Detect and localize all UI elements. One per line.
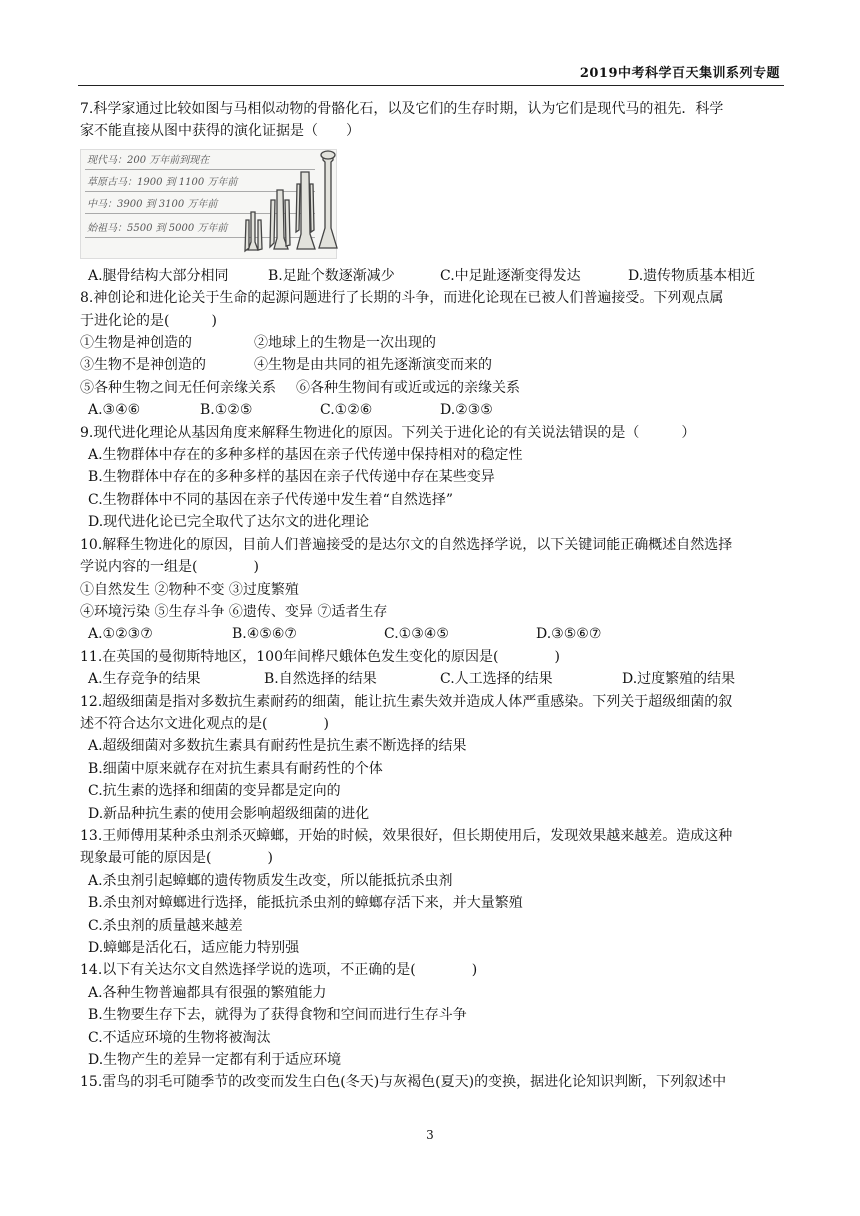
q9-option-b: B.生物群体中存在的多种多样的基因在亲子代传递中存在某些变异 — [88, 469, 495, 486]
q13-stem-line-1: 13.王师傅用某种杀虫剂杀灭蟑螂，开始的时候，效果很好，但长期使用后，发现效果越来越差。造成这种 — [80, 827, 733, 844]
q8-statement-1: ①生物是神创造的 — [80, 335, 192, 352]
q7-option-d: D.遗传物质基本相近 — [628, 267, 756, 284]
q7-options — [80, 265, 786, 287]
q8-options — [80, 399, 786, 421]
q11-option-d: D.过度繁殖的结果 — [622, 671, 736, 688]
q12-stem-line-2: 述不符合达尔文进化观点的是( ) — [80, 715, 329, 732]
q8-statement-6: ⑥各种生物间有或近或远的亲缘关系 — [296, 379, 520, 396]
q14-option-d: D.生物产生的差异一定都有利于适应环境 — [88, 1052, 342, 1069]
q10-keywords-line-2: ④环境污染 ⑤生存斗争 ⑥遗传、变异 ⑦适者生存 — [80, 603, 388, 620]
q8-statement-row-2 — [80, 354, 786, 376]
q13-option-a: A.杀虫剂引起蟑螂的遗传物质发生改变，所以能抵抗杀虫剂 — [88, 872, 453, 889]
q10-stem-line-2: 学说内容的一组是( ) — [80, 559, 259, 576]
q8-statement-5: ⑤各种生物之间无任何亲缘关系 — [80, 379, 276, 396]
q13-option-c: C.杀虫剂的质量越来越差 — [88, 917, 243, 934]
q10-option-c: C.①③④⑤ — [384, 626, 449, 643]
q11-stem: 11.在英国的曼彻斯特地区，100年间桦尺蛾体色发生变化的原因是( ) — [80, 648, 560, 665]
q12-stem-line-1: 12.超级细菌是指对多数抗生素耐药的细菌，能让抗生素失效并造成人体严重感染。下列关于超级细菌的叙 — [80, 693, 733, 710]
q10-option-b: B.④⑤⑥⑦ — [232, 626, 297, 643]
q7-stem-line-1: 7.科学家通过比较如图与马相似动物的骨骼化石，以及它们的生存时期，认为它们是现代马的祖先．科学 — [80, 101, 724, 117]
header-rule — [78, 85, 784, 86]
q15-stem: 15.雷鸟的羽毛可随季节的改变而发生白色(冬天)与灰褐色(夏天)的变换，据进化论知识判断，下列叙述中 — [80, 1074, 727, 1091]
q13-option-d: D.蟑螂是活化石，适应能力特别强 — [88, 940, 300, 956]
figure-label-modern-horse: 现代马：200 万年前到现在 — [85, 152, 315, 170]
q14-option-c: C.不适应环境的生物将被淘汰 — [88, 1029, 271, 1046]
q13-option-b: B.杀虫剂对蟑螂进行选择，能抵抗杀虫剂的蟑螂存活下来，并大量繁殖 — [88, 895, 523, 912]
q10-stem-line-1: 10.解释生物进化的原因，目前人们普遍接受的是达尔文的自然选择学说，以下关键词能正确概述自然选择 — [80, 536, 733, 553]
q14-stem: 14.以下有关达尔文自然选择学说的选项，不正确的是( ) — [80, 962, 478, 979]
q14-option-b: B.生物要生存下去，就得为了获得食物和空间而进行生存斗争 — [88, 1007, 467, 1024]
horse-evolution-figure — [80, 149, 337, 259]
page-content — [80, 98, 786, 1094]
horse-leg-bones-illustration — [241, 150, 341, 258]
figure-label-grassland-horse: 草原古马：1900 到 1100 万年前 — [85, 174, 315, 192]
q9-option-a: A.生物群体中存在的多种多样的基因在亲子代传递中保持相对的稳定性 — [88, 447, 523, 464]
q7-option-a: A.腿骨结构大部分相同 — [88, 267, 229, 284]
q8-option-a: A.③④⑥ — [88, 402, 141, 419]
q12-option-b: B.细菌中原来就存在对抗生素具有耐药性的个体 — [88, 760, 383, 777]
q9-option-d: D.现代进化论已完全取代了达尔文的进化理论 — [88, 514, 370, 531]
q10-keywords-line-1: ①自然发生 ②物种不变 ③过度繁殖 — [80, 581, 299, 598]
q10-options — [80, 623, 786, 645]
q13-stem-line-2: 现象最可能的原因是( ) — [80, 850, 273, 867]
q14-option-a: A.各种生物普遍都具有很强的繁殖能力 — [88, 984, 327, 1001]
q8-statement-4: ④生物是由共同的祖先逐渐演变而来的 — [254, 357, 492, 374]
figure-label-middle-horse: 中马：3900 到 3100 万年前 — [85, 196, 315, 214]
q12-option-a: A.超级细菌对多数抗生素具有耐药性是抗生素不断选择的结果 — [88, 738, 467, 755]
q10-option-a: A.①②③⑦ — [88, 626, 153, 643]
q8-stem-line-2: 于进化论的是( ) — [80, 312, 217, 329]
q7-option-c: C.中足趾逐渐变得发达 — [440, 267, 581, 284]
q8-statement-2: ②地球上的生物是一次出现的 — [254, 335, 436, 352]
q8-option-c: C.①②⑥ — [320, 402, 373, 419]
q8-statement-3: ③生物不是神创造的 — [80, 357, 206, 374]
q11-option-c: C.人工选择的结果 — [440, 671, 553, 688]
q12-option-c: C.抗生素的选择和细菌的变异都是定向的 — [88, 783, 341, 800]
q12-option-d: D.新品种抗生素的使用会影响超级细菌的进化 — [88, 805, 370, 822]
q8-statement-row-3 — [80, 377, 786, 399]
q11-options — [80, 668, 786, 690]
q7-option-b: B.足趾个数逐渐减少 — [268, 267, 395, 284]
q10-option-d: D.③⑤⑥⑦ — [536, 626, 602, 643]
q8-stem-line-1: 8.神创论和进化论关于生命的起源问题进行了长期的斗争，而进化论现在已被人们普遍接受。下列观点属 — [80, 290, 724, 307]
q8-option-b: B.①②⑤ — [200, 402, 253, 419]
page-number: 3 — [426, 1128, 434, 1142]
q9-stem: 9.现代进化理论从基因角度来解释生物进化的原因。下列关于进化论的有关说法错误的是（ ） — [80, 424, 696, 441]
q9-option-c: C.生物群体中不同的基因在亲子代传递中发生着“自然选择” — [88, 491, 453, 508]
q11-option-b: B.自然选择的结果 — [264, 671, 377, 688]
figure-label-dawn-horse: 始祖马：5500 到 5000 万年前 — [85, 220, 315, 238]
q8-statement-row-1 — [80, 332, 786, 354]
q7-stem-line-2: 家不能直接从图中获得的演化证据是（ ） — [80, 123, 360, 140]
page-header: 2019中考科学百天集训系列专题 — [579, 66, 780, 81]
q8-option-d: D.②③⑤ — [440, 402, 493, 419]
q11-option-a: A.生存竞争的结果 — [88, 671, 201, 688]
